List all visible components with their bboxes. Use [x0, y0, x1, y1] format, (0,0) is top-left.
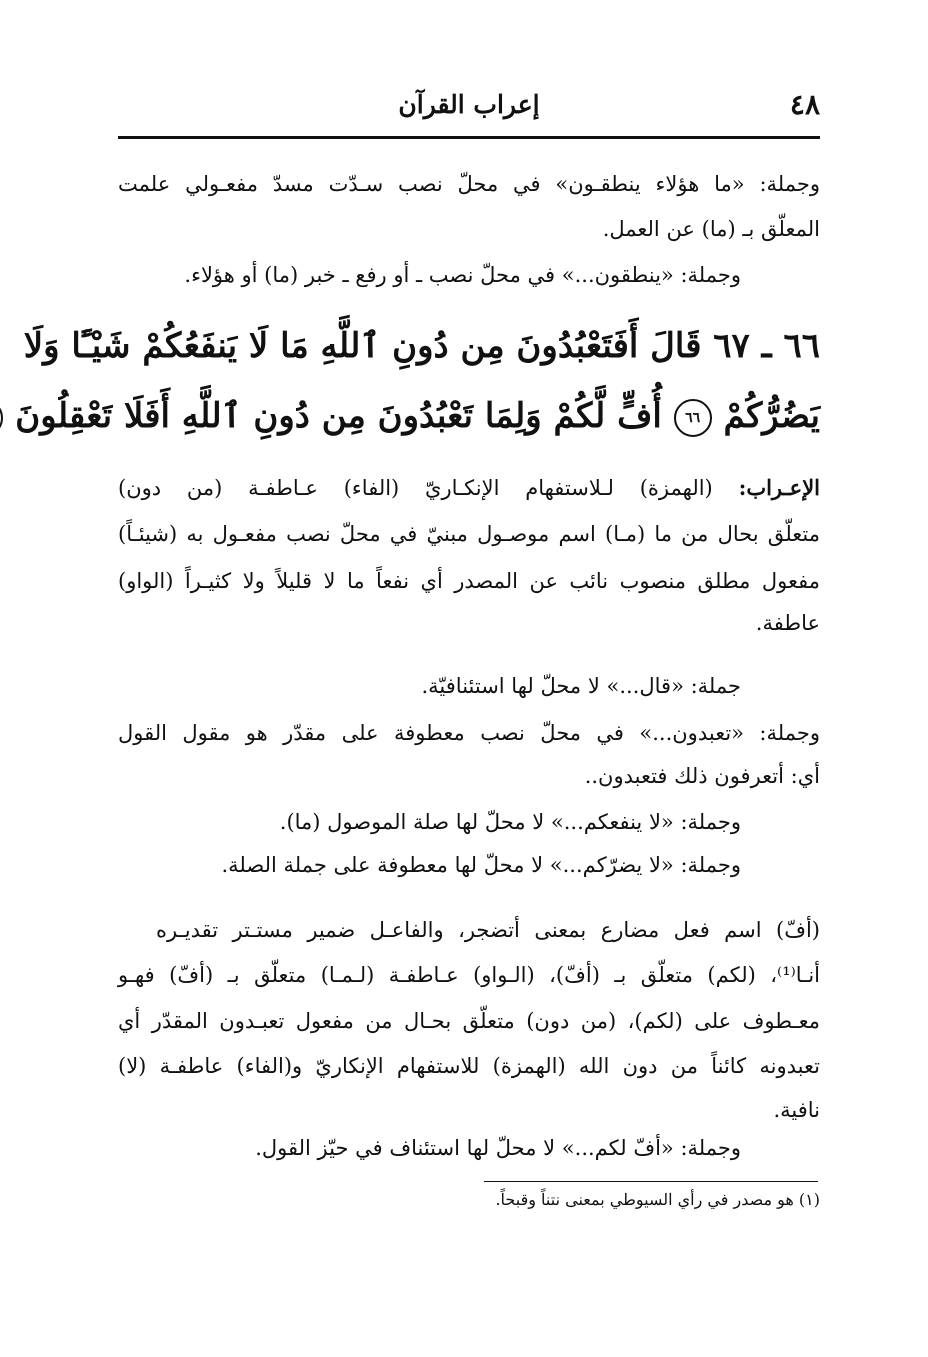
- paragraph-line: وجملة: «أفّ لكم...» لا محلّ لها استئناف في حيّز القول.: [255, 1136, 741, 1160]
- verse-line-2: [0, 395, 820, 437]
- page-number: ٤٨: [789, 88, 820, 121]
- paragraph-line: وجملة: «ما هؤلاء ينطقـون» في محلّ نصب سـدّت مسدّ مفعـولي علمت: [118, 172, 820, 196]
- verse-text: أُفٍّ لَّكُمْ وَلِمَا تَعْبُدُونَ مِن دُونِ ٱللَّهِ أَفَلَا تَعْقِلُونَ: [15, 396, 662, 436]
- page-header: [118, 80, 820, 130]
- verse-number: ٦٦ ـ ٦٧: [713, 326, 820, 366]
- irab-label: الإعـراب:: [738, 475, 820, 500]
- sentence-line: أي: أتعرفون ذلك فتعبدون..: [584, 764, 820, 788]
- irab-line: مفعول مطلق منصوب نائب عن المصدر أي نفعاً ما لا قليلاً ولا كثيـراً (الواو): [118, 569, 820, 593]
- irab-line: [118, 475, 820, 500]
- header-rule: [118, 136, 820, 139]
- paragraph-line: أنـا⁽¹⁾، (لكم) متعلّق بـ (أفّ)، (الـواو) عـاطفـة (لـمـا) متعلّق بـ (أفّ) فهـو: [118, 963, 820, 987]
- sentence-line: جملة: «قال...» لا محلّ لها استئنافيّة.: [421, 674, 741, 698]
- paragraph-line: وجملة: «ينطقون...» في محلّ نصب ـ أو رفع ـ خبر (ما) أو هؤلاء.: [184, 263, 741, 287]
- paragraph-line: تعبدونه كائناً من دون الله (الهمزة) للاستفهام الإنكاريّ و(الفاء) عاطفـة (لا): [118, 1054, 820, 1078]
- paragraph-line: المعلّق بـ (ما) عن العمل.: [602, 217, 820, 241]
- paragraph-line: معـطوف على (لكم)، (من دون) متعلّق بحـال من مفعول تعبـدون المقدّر أي: [118, 1009, 820, 1033]
- footnote: (١) هو مصدر في رأي السيوطي بمعنى نتناً وقبحاً.: [495, 1190, 820, 1209]
- footnote-rule: [484, 1181, 818, 1182]
- irab-line: عاطفة.: [755, 611, 820, 635]
- ayah-end-icon: [0, 399, 3, 437]
- verse-text: قَالَ أَفَتَعْبُدُونَ مِن دُونِ ٱللَّهِ مَا لَا يَنفَعُكُمْ شَيْـًٔا وَلَا: [23, 326, 702, 366]
- verse-line-1: [23, 325, 820, 366]
- paragraph-line: نافية.: [773, 1098, 820, 1122]
- sentence-line: وجملة: «تعبدون...» في محلّ نصب معطوفة على مقدّر هو مقول القول: [118, 721, 820, 745]
- ayah-end-icon: ٦٦: [674, 399, 712, 437]
- verse-text: يَضُرُّكُمْ: [723, 396, 820, 436]
- running-title: إعراب القرآن: [398, 90, 540, 119]
- sentence-line: وجملة: «لا ينفعكم...» لا محلّ لها صلة الموصول (ما).: [279, 810, 741, 834]
- paragraph-line: (أفّ) اسم فعل مضارع بمعنى أتضجر، والفاعـل ضمير مستـتر تقديـره: [156, 918, 820, 942]
- irab-text: (الهمزة) لـلاستفهام الإنكـاريّ (الفاء) عـاطفـة (من دون): [118, 476, 713, 500]
- sentence-line: وجملة: «لا يضرّكم...» لا محلّ لها معطوفة على جملة الصلة.: [221, 853, 741, 877]
- irab-line: متعلّق بحال من ما (مـا) اسم موصـول مبنيّ في محلّ نصب مفعـول به (شيئـاً): [118, 522, 820, 546]
